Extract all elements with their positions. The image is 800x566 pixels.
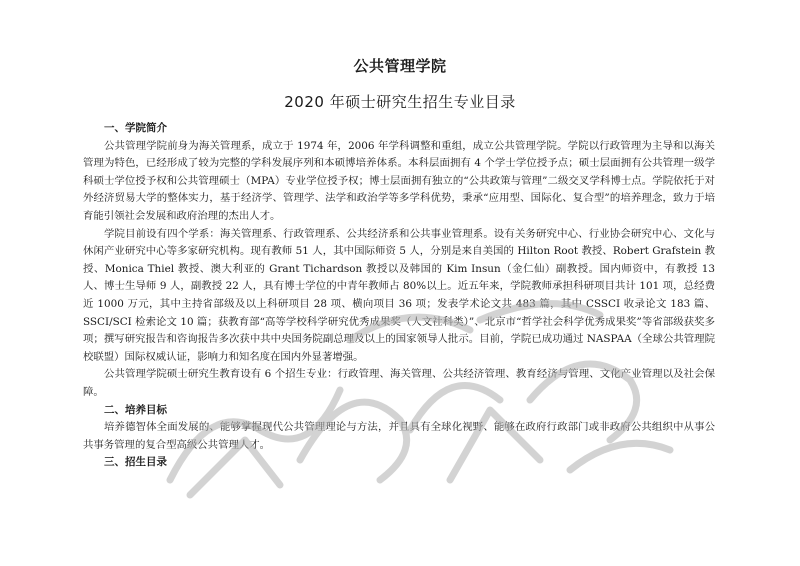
section-heading-catalog: 三、招生目录 [104,456,167,469]
paragraph-intro-history: 公共管理学院前身为海关管理系，成立于 1974 年，2006 年学科调整和重组，成立公共管理学院。学院以行政管理为主导和以海关管理为特色，已经形成了较为完整的学科发展序列和本硕博培养体系。本科层面拥有 4 个学士学位授予点；硕士层面拥有公共管理一级学科硕士学位授予权和公共管理硕士（MPA）专业学位授予权；博士层面拥有独立的“公共政策与管理”二级交叉学科博士点。学院依托于对外经济贸易大学的整体实力，基于经济学、管理学、法学和政治学等多学科优势，秉承“应用型、国际化、复合型”的培养理念，致力于培育能引领社会发展和政府治理的杰出人才。 [83,139,715,222]
document-body [83,120,715,472]
paragraph-goals: 培养德智体全面发展的、能够掌握现代公共管理理论与方法，并且具有全球化视野、能够在政府行政部门或非政府公共组织中从事公共事务管理的复合型高级公共管理人才。 [83,421,715,451]
section-heading-intro: 一、学院简介 [104,122,167,134]
paragraph-intro-majors: 公共管理学院硕士研究生教育设有 6 个招生专业：行政管理、海关管理、公共经济管理、教育经济与管理、文化产业管理以及社会保障。 [83,368,715,398]
paragraph-intro-faculty: 学院目前设有四个学系：海关管理系、行政管理系、公共经济系和公共事业管理系。设有关务研究中心、行业协会研究中心、文化与休闲产业研究中心等多家研究机构。现有教师 51 人，其中国际师资 5 人，分别是来自美国的 Hilton Root 教授、Robert Grafstein 教授、Monica Thiel 教授、澳大利亚的 Grant Tichardson 教授以及韩国的 Kim Insun（金仁仙）副教授。国内师资中，有教授 13 人、博士生导师 9 人，副教授 22 人，具有博士学位的中青年教师占 80%以上。近五年来，学院教师承担科研项目共计 101 项，总经费近 1000 万元，其中主持省部级及以上科研项目 28 项、横向项目 36 项；发表学术论文共 483 篇，其中 CSSCI 收录论文 183 篇、SSCI/SCI 检索论文 10 篇；获教育部“高等学校科学研究优秀成果奖（人文社科类）”、北京市“哲学社会科学优秀成果奖”等省部级获奖多项；撰写研究报告和咨询报告多次获中共中央国务院副总理及以上的国家领导人批示。目前，学院已成功通过 NASPAA（全球公共管理院校联盟）国际权威认证，影响力和知名度在国内外显著增强。 [83,227,715,363]
section-heading-goals: 二、培养目标 [104,403,167,416]
document-title: 公共管理学院 [353,57,447,75]
document-subtitle: 2020 年硕士研究生招生专业目录 [284,93,516,111]
